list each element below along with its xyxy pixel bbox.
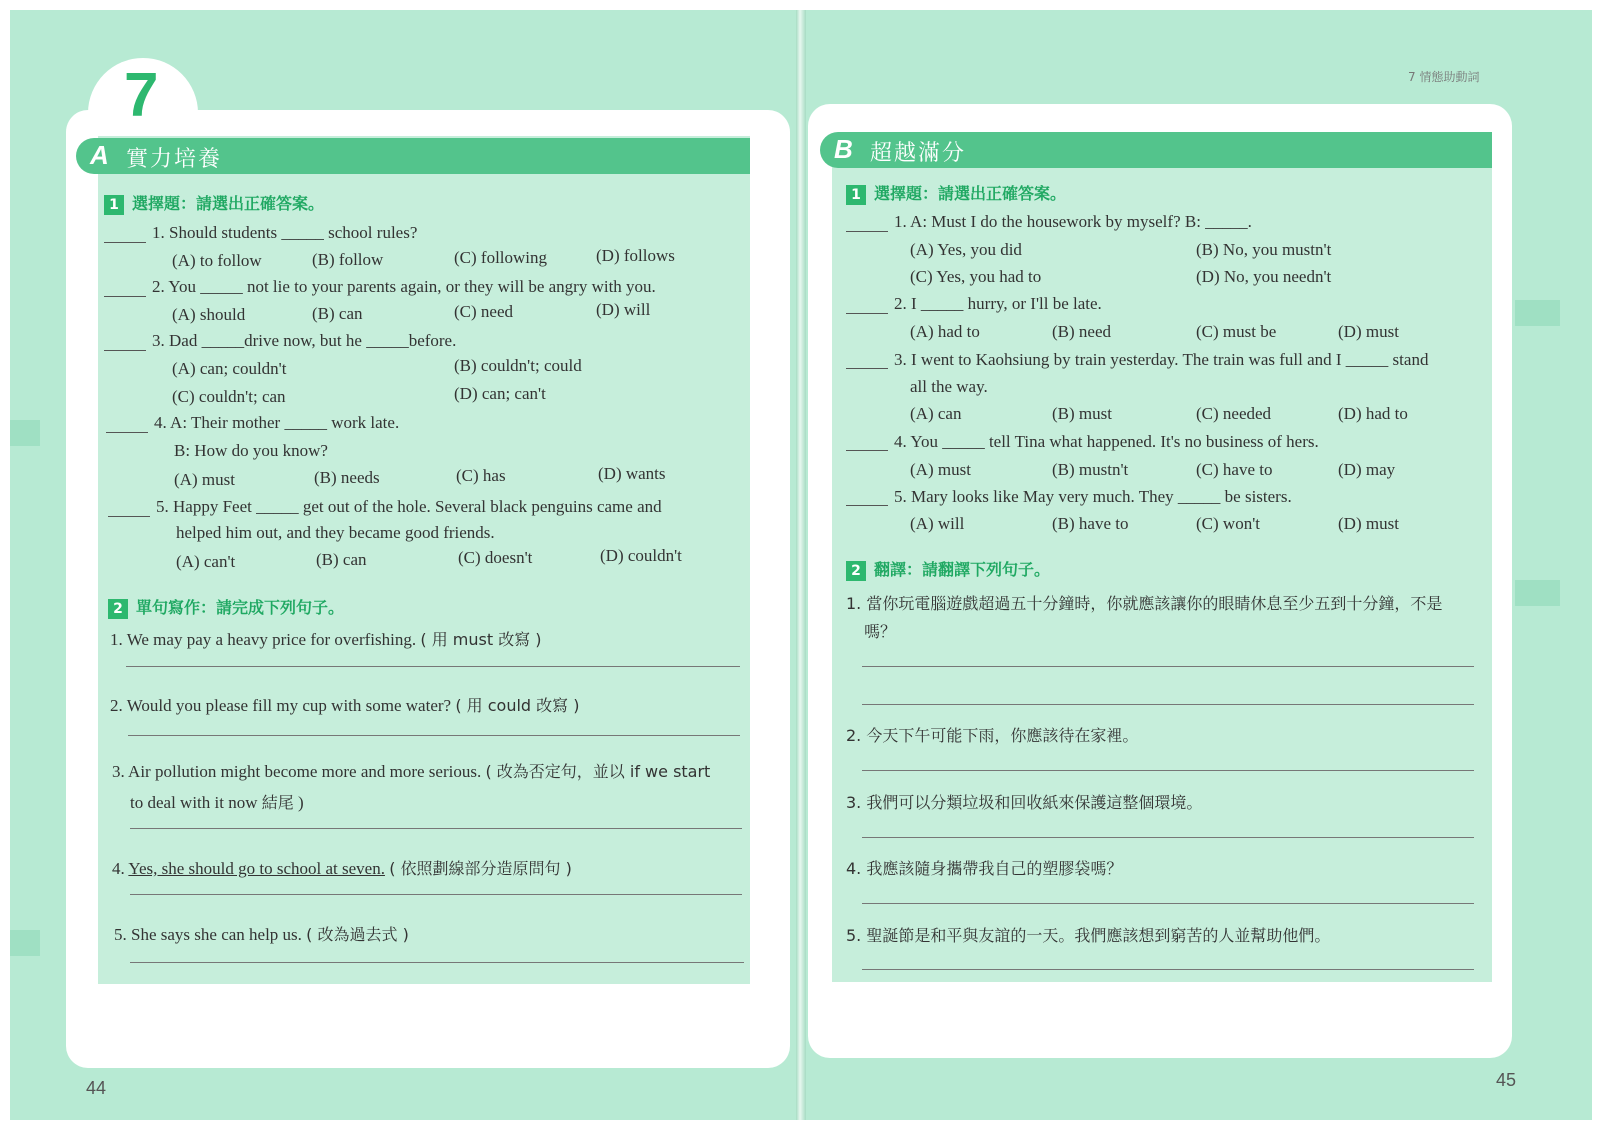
option: (D) wants — [598, 464, 666, 483]
rewrite-1: 1. We may pay a heavy price for overfishing. ( 用 must 改寫 ) — [110, 630, 542, 649]
book-gutter — [796, 10, 806, 1120]
option: (A) will — [910, 514, 965, 533]
answer-line — [128, 735, 740, 736]
translate-3: 3. 我們可以分類垃圾和回收紙來保護這整個環境。 — [846, 793, 1203, 812]
question-5: 5. Mary looks like May very much. They _____ be sisters. — [894, 487, 1292, 506]
section-a-letter: A — [90, 140, 109, 170]
option: (D) No, you needn't — [1196, 267, 1332, 286]
answer-line — [862, 770, 1474, 771]
option: (C) must be — [1196, 322, 1277, 341]
option: (A) must — [910, 460, 971, 479]
answer-blank — [846, 368, 888, 369]
option: (D) couldn't — [600, 546, 682, 565]
option: (C) doesn't — [458, 548, 533, 567]
section-a-title: 實力培養 — [126, 147, 223, 172]
answer-line — [130, 894, 742, 895]
option: (C) following — [454, 248, 548, 267]
option: (D) may — [1338, 460, 1396, 479]
edge-band — [10, 930, 40, 956]
rewrite-4: 4. Yes, she should go to school at seven. ( 依照劃線部分造原問句 ) — [112, 859, 572, 878]
section-b-header — [820, 132, 1492, 168]
edge-band — [1515, 300, 1560, 326]
rewrite-3-line2: to deal with it now 結尾 ) — [130, 793, 304, 812]
question-3: 3. I went to Kaohsiung by train yesterday. The train was full and I _____ stand — [894, 350, 1429, 369]
question-1: 1. Should students _____ school rules? — [152, 223, 418, 242]
option: (A) can; couldn't — [172, 359, 287, 378]
answer-line — [862, 837, 1474, 838]
option: (C) couldn't; can — [172, 387, 286, 406]
answer-line — [862, 969, 1474, 970]
option: (B) can — [316, 550, 367, 569]
option: (C) Yes, you had to — [910, 267, 1042, 286]
page-number-left: 44 — [86, 1078, 107, 1098]
option: (A) to follow — [172, 251, 262, 270]
option: (C) have to — [1196, 460, 1273, 479]
option: (D) must — [1338, 514, 1399, 533]
option: (C) needed — [1196, 404, 1272, 423]
option: (D) must — [1338, 322, 1399, 341]
option: (A) can't — [176, 552, 236, 571]
part2-heading: 2 翻譯：請翻譯下列句子。 — [846, 557, 1050, 581]
running-head: 7 情態助動詞 — [1408, 70, 1480, 84]
question-3-line2: all the way. — [910, 377, 988, 396]
section-b-letter: B — [834, 134, 853, 164]
answer-line — [130, 962, 744, 963]
option: (A) Yes, you did — [910, 240, 1022, 259]
answer-line — [126, 666, 740, 667]
option: (B) needs — [314, 468, 380, 487]
option: (C) has — [456, 466, 506, 485]
section-b-title: 超越滿分 — [870, 141, 967, 166]
option: (D) follows — [596, 246, 675, 265]
page-number-right: 45 — [1496, 1070, 1517, 1090]
question-5: 5. Happy Feet _____ get out of the hole. Several black penguins came and — [156, 497, 662, 516]
question-2: 2. You _____ not lie to your parents again, or they will be angry with you. — [152, 277, 656, 296]
option: (A) should — [172, 305, 246, 324]
edge-band — [1515, 580, 1560, 606]
question-5-line2: helped him out, and they became good friends. — [176, 523, 495, 542]
part1-heading: 1 選擇題：請選出正確答案。 — [104, 191, 324, 215]
option: (A) had to — [910, 322, 980, 341]
option: (C) need — [454, 302, 514, 321]
answer-blank — [104, 242, 146, 243]
answer-blank — [104, 350, 146, 351]
answer-blank — [104, 296, 146, 297]
question-4: 4. A: Their mother _____ work late. — [154, 413, 400, 432]
option: (D) will — [596, 300, 651, 319]
answer-line — [130, 828, 742, 829]
option: (B) need — [1052, 322, 1112, 341]
part2-heading: 2 單句寫作：請完成下列句子。 — [108, 595, 344, 619]
translate-1: 1. 當你玩電腦遊戲超過五十分鐘時，你就應該讓你的眼睛休息至少五到十分鐘，不是 — [846, 594, 1443, 613]
translate-1-line2: 嗎？ — [864, 622, 897, 641]
rewrite-3: 3. Air pollution might become more and more serious. ( 改為否定句，並以 if we start — [112, 762, 711, 781]
question-1: 1. A: Must I do the housework by myself? B: _____. — [894, 212, 1252, 231]
answer-blank — [846, 450, 888, 451]
answer-line — [862, 903, 1474, 904]
translate-5: 5. 聖誕節是和平與友誼的一天。我們應該想到窮苦的人並幫助他們。 — [846, 926, 1331, 945]
answer-line — [862, 704, 1474, 705]
option: (B) can — [312, 304, 363, 323]
rewrite-2: 2. Would you please fill my cup with some water? ( 用 could 改寫 ) — [110, 696, 580, 715]
option: (C) won't — [1196, 514, 1260, 533]
option: (B) have to — [1052, 514, 1129, 533]
edge-band — [10, 420, 40, 446]
translate-2: 2. 今天下午可能下雨，你應該待在家裡。 — [846, 726, 1139, 745]
answer-line — [862, 666, 1474, 667]
option: (D) can; can't — [454, 384, 546, 403]
question-4: 4. You _____ tell Tina what happened. It's no business of hers. — [894, 432, 1319, 451]
part1-heading: 1 選擇題：請選出正確答案。 — [846, 181, 1066, 205]
answer-blank — [108, 516, 150, 517]
option: (B) mustn't — [1052, 460, 1129, 479]
option: (B) No, you mustn't — [1196, 240, 1332, 259]
option: (B) must — [1052, 404, 1112, 423]
section-a-header — [76, 138, 750, 174]
answer-blank — [106, 432, 148, 433]
question-2: 2. I _____ hurry, or I'll be late. — [894, 294, 1102, 313]
option: (D) had to — [1338, 404, 1408, 423]
answer-blank — [846, 505, 888, 506]
option: (B) follow — [312, 250, 384, 269]
answer-blank — [846, 231, 888, 232]
rewrite-5: 5. She says she can help us. ( 改為過去式 ) — [114, 925, 409, 944]
option: (A) can — [910, 404, 962, 423]
option: (A) must — [174, 470, 235, 489]
translate-4: 4. 我應該隨身攜帶我自己的塑膠袋嗎？ — [846, 859, 1123, 878]
question-4-line2: B: How do you know? — [174, 441, 328, 460]
option: (B) couldn't; could — [454, 356, 582, 375]
question-3: 3. Dad _____drive now, but he _____before. — [152, 331, 457, 350]
answer-blank — [846, 313, 888, 314]
chapter-number: 7 — [124, 61, 159, 130]
